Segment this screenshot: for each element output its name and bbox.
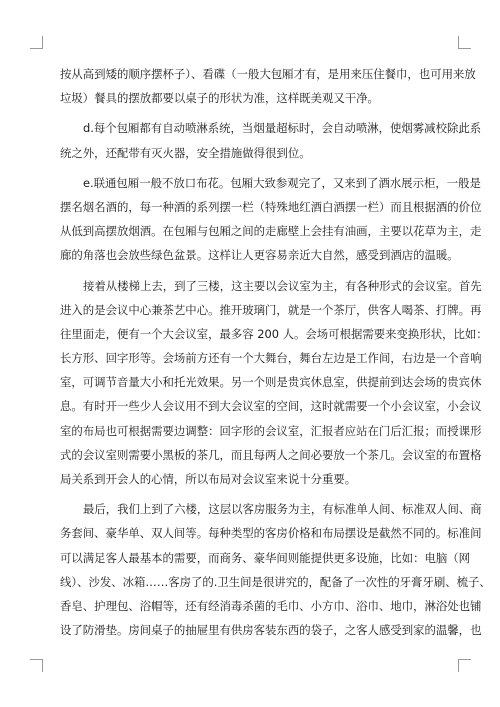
paragraph-line: 统之外，还配带有灭火器，安全措施做得很到位。 [60,145,311,160]
paragraph-line: 息。有时开一些少人会议用不到大会议室的空间，这时就需要一个小会议室，小会议 [60,399,482,414]
paragraph-line: 务套间、豪华单、双人间等。每种类型的客房价格和布局摆设是截然不同的。标准间 [60,526,482,541]
paragraph-line: 摆名烟名酒的，每一种酒的系列摆一栏（特殊地红酒白酒摆一栏）而且根据酒的价位 [60,199,482,214]
paragraph-line: e.联通包厢一般不放口布花。包厢大致参观完了，又来到了酒水展示柜，一般是 [83,175,481,190]
crop-mark-bottom-right [458,659,471,672]
paragraph-line: 设了防滑垫。房间桌子的抽屉里有供房客装东西的袋子，之客人感受到家的温馨，也 [60,623,482,638]
paragraph-line: 接着从楼梯上去，到了三楼，这主要以会议室为主，有各种形式的会议室。首先 [83,278,482,293]
crop-mark-top-left [30,36,43,49]
paragraph-line: 进入的是会议中心兼茶艺中心。推开玻璃门，就是一个茶厅，供客人喝茶、打牌。再 [60,302,482,317]
paragraph-line: 往里面走，便有一个大会议室，最多容 200 人。会场可根据需要来变换形状，比如： [60,326,488,341]
paragraph-line: 香皂、护理包、浴帽等，还有经消毒杀菌的毛巾、小方巾、浴巾、地巾，淋浴处也铺 [60,598,482,613]
paragraph-line: 垃圾）餐具的摆放都要以桌子的形状为准，这样既美观又干净。 [60,91,379,106]
crop-mark-bottom-left [30,659,43,672]
paragraph-line: 式的会议室则需要小黑板的茶几，而且每两人之间必要放一个茶几。会议室的布置格 [60,447,482,462]
crop-mark-top-right [458,36,471,49]
paragraph-line: 廊的角落也会放些绿色盆景。这样让人更容易亲近大自然，感受到酒店的温暖。 [60,248,459,263]
paragraph-line: 从低到高摆放烟酒。在包厢与包厢之间的走廊壁上会挂有油画，主要以花草为主，走 [60,224,482,239]
paragraph-line: 室的布局也可根据需要边调整：回字形的会议室，汇报者应站在门后汇报；而授课形 [60,423,482,438]
paragraph-line: 按从高到矮的顺序摆杯子）、看碟（一般大包厢才有，是用来压住餐巾，也可用来放 [60,67,476,81]
paragraph-line: 室，可调节音量大小和托光效果。另一个则是贵宾休息室，供提前到达会场的贵宾休 [60,375,482,390]
paragraph-line: d.每个包厢都有自动喷淋系统，当烟量超标时，会自动喷淋，使烟雾减校除此系 [83,121,482,136]
paragraph-line: 可以满足客人最基本的需要，而商务、豪华间则能提供更多设施，比如：电脑（网 [60,550,471,565]
paragraph-line: 线）、沙发、冰箱……客房了的.卫生间是很讲究的，配备了一次性的牙膏牙刷、梳子、 [60,574,491,589]
paragraph-line: 最后，我们上到了六楼，这层以客房服务为主，有标准单人间、标准双人间、商 [83,502,482,517]
paragraph-line: 局关系到开会人的心情，所以布局对会议室来说十分重要。 [60,472,357,486]
paragraph-line: 长方形、回字形等。会场前方还有一个大舞台，舞台左边是工作间，右边是一个音响 [60,351,482,366]
document-body [60,62,491,642]
